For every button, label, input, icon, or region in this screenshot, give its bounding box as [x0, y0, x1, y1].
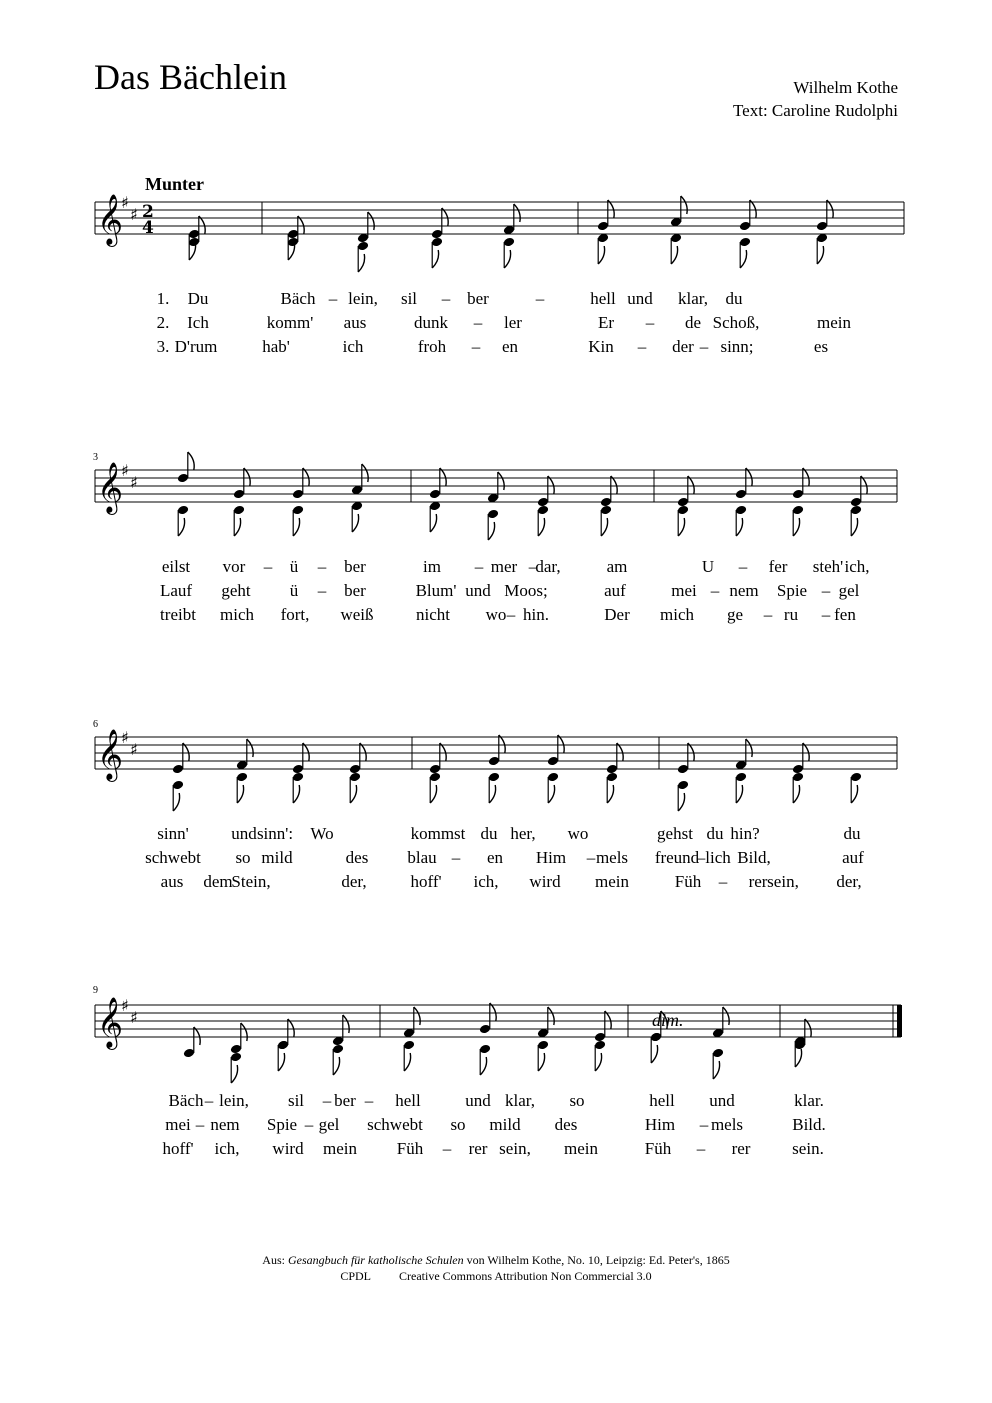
- note-flag: [440, 743, 446, 761]
- note-flag: [595, 1053, 601, 1071]
- lyric-syllable: mild: [489, 1115, 521, 1134]
- lyric-syllable: ich,: [214, 1139, 240, 1158]
- lyric-syllable: hell: [590, 289, 616, 308]
- lyric-syllable: sein,: [499, 1139, 531, 1158]
- sharp-f-icon: ♯: [121, 461, 129, 480]
- note-flag: [558, 735, 564, 753]
- hyphen: –: [451, 848, 461, 867]
- lyric-syllable: des: [345, 848, 369, 867]
- lyric-syllable: vor: [222, 557, 246, 576]
- lyric-syllable: ich,: [844, 557, 870, 576]
- note-flag: [298, 216, 304, 234]
- hyphen: –: [506, 605, 516, 624]
- note-flag: [827, 200, 833, 218]
- lyric-syllable: Du: [187, 289, 209, 308]
- lyric-syllable: Blum': [415, 581, 457, 600]
- lyric-syllable: und: [465, 1091, 491, 1110]
- hyphen: –: [710, 581, 720, 600]
- note-flag: [651, 1045, 657, 1063]
- lyric-syllable: her,: [510, 824, 536, 843]
- notes-system-2: [177, 452, 867, 540]
- hyphen: –: [645, 313, 655, 332]
- note-flag: [661, 1011, 667, 1029]
- notes-system-3: [172, 735, 862, 811]
- note-flag: [607, 785, 613, 803]
- lyric-syllable: sil: [400, 289, 418, 308]
- treble-clef-icon: 𝄞: [97, 729, 124, 780]
- note-flag: [548, 1007, 554, 1025]
- lyric-syllable: sinn': [157, 824, 189, 843]
- lyric-syllable: gehst: [657, 824, 693, 843]
- hyphen: –: [696, 1139, 706, 1158]
- lyric-syllable: sinn;: [720, 337, 754, 356]
- lyricist: Text: Caroline Rudolphi: [732, 101, 898, 120]
- lyric-syllable: aus: [343, 313, 367, 332]
- note-flag: [432, 250, 438, 268]
- note-flag: [736, 785, 742, 803]
- lyric-syllable: weiß: [340, 605, 374, 624]
- lyric-syllable: wird: [272, 1139, 304, 1158]
- footer-license: [0, 1269, 992, 1284]
- lyric-syllable: hell: [649, 1091, 675, 1110]
- note-flag: [490, 1003, 496, 1021]
- lyric-syllable: lein,: [219, 1091, 249, 1110]
- hyphen: –: [473, 313, 483, 332]
- page-title: Das Bächlein: [94, 57, 287, 97]
- hyphen: –: [441, 289, 451, 308]
- hyphen: –: [471, 337, 481, 356]
- lyric-syllable: ber: [467, 289, 489, 308]
- lyric-syllable: ru: [783, 605, 799, 624]
- lyric-syllable: ler: [504, 313, 522, 332]
- note-flag: [740, 250, 746, 268]
- lyric-syllable: rer: [468, 1139, 488, 1158]
- note-flag: [303, 743, 309, 761]
- notes-system-4: [183, 1003, 811, 1083]
- note-flag: [750, 200, 756, 218]
- note-flag: [231, 1065, 237, 1083]
- hyphen: –: [304, 1115, 314, 1134]
- lyric-syllable: dunk: [414, 313, 448, 332]
- note-flag: [178, 518, 184, 536]
- lyric-syllable: schwebt: [145, 848, 201, 867]
- note-flag: [736, 518, 742, 536]
- note-flag: [678, 793, 684, 811]
- hyphen: –: [821, 605, 831, 624]
- lyric-syllable: en: [486, 848, 504, 867]
- lyric-syllable: so: [569, 1091, 585, 1110]
- note-flag: [713, 1061, 719, 1079]
- lyric-syllable: Schoß,: [712, 313, 760, 332]
- lyric-syllable: Ich: [187, 313, 209, 332]
- lyric-syllable: du: [843, 824, 861, 843]
- lyric-syllable: mei: [671, 581, 697, 600]
- lyric-syllable: am: [606, 557, 628, 576]
- cpdl-label: CPDL: [340, 1269, 372, 1283]
- sharp-c-icon: ♯: [130, 1008, 138, 1027]
- lyric-syllable: der,: [341, 872, 367, 891]
- note-flag: [678, 518, 684, 536]
- lyric-syllable: froh: [417, 337, 447, 356]
- hyphen: –: [637, 337, 647, 356]
- sharp-f-icon: ♯: [121, 193, 129, 212]
- lyric-syllable: Füh: [396, 1139, 424, 1158]
- treble-clef-icon: 𝄞: [97, 462, 124, 513]
- treble-clef-icon: 𝄞: [97, 194, 124, 245]
- staff-system-3: [0, 725, 992, 805]
- lyric-syllable: geht: [221, 581, 251, 600]
- lyric-syllable: treibt: [160, 605, 196, 624]
- lyric-syllable: ü: [289, 581, 299, 600]
- hyphen: –: [317, 581, 327, 600]
- note-flag: [601, 518, 607, 536]
- note-flag: [183, 743, 189, 761]
- lyric-line-s4-v3: [0, 1139, 992, 1161]
- note-flag: [237, 785, 243, 803]
- lyric-syllable: es: [813, 337, 829, 356]
- staff-system-2: [0, 458, 992, 538]
- lyric-syllable: mein: [323, 1139, 357, 1158]
- lyric-syllable: hin.: [523, 605, 549, 624]
- note-flag: [278, 1053, 284, 1071]
- lyric-syllable: sinn':: [256, 824, 294, 843]
- lyric-syllable: nem: [729, 581, 759, 600]
- note-flag: [548, 785, 554, 803]
- note-flag: [805, 1019, 811, 1037]
- lyric-syllable: auf: [604, 581, 626, 600]
- lyric-line-s1-v2: [0, 313, 992, 335]
- lyric-syllable: Bild.: [792, 1115, 826, 1134]
- hyphen: –: [442, 1139, 452, 1158]
- note-flag: [430, 785, 436, 803]
- lyric-syllable: ber: [334, 1091, 356, 1110]
- lyric-syllable: du: [480, 824, 498, 843]
- note-flag: [442, 208, 448, 226]
- lyric-syllable: klar,: [505, 1091, 535, 1110]
- note-flag: [194, 1027, 200, 1045]
- hyphen: –: [322, 1091, 332, 1110]
- lyric-syllable: U: [701, 557, 715, 576]
- note-flag: [488, 522, 494, 540]
- lyric-syllable: hin?: [730, 824, 760, 843]
- lyric-syllable: en: [501, 337, 519, 356]
- lyric-line-s2-v1: [0, 557, 992, 579]
- lyric-syllable: nicht: [416, 605, 450, 624]
- note-flag: [514, 204, 520, 222]
- lyric-syllable: 3.: [156, 337, 170, 356]
- lyric-syllable: Stein,: [231, 872, 271, 891]
- note-flag: [538, 518, 544, 536]
- staff-system-1: [0, 190, 992, 270]
- lyric-syllable: hoff': [162, 1139, 194, 1158]
- note-flag: [489, 785, 495, 803]
- lyric-syllable: sil: [287, 1091, 305, 1110]
- lyric-syllable: ü: [289, 557, 299, 576]
- note-flag: [247, 739, 253, 757]
- lyric-syllable: klar.: [794, 1091, 824, 1110]
- lyric-syllable: Him: [644, 1115, 676, 1134]
- lyric-syllable: des: [554, 1115, 578, 1134]
- hyphen: –: [204, 1091, 214, 1110]
- lyric-syllable: wo: [567, 824, 589, 843]
- lyric-syllable: ich,: [473, 872, 499, 891]
- lyric-syllable: Kin: [588, 337, 614, 356]
- note-flag: [234, 518, 240, 536]
- lyric-syllable: Bäch: [280, 289, 316, 308]
- lyric-syllable: Moos;: [504, 581, 548, 600]
- note-flag: [333, 1057, 339, 1075]
- measure-number-9: 9: [93, 985, 98, 996]
- hyphen: –: [364, 1091, 374, 1110]
- lyric-syllable: lich: [705, 848, 731, 867]
- note-flag: [851, 785, 857, 803]
- source-rest: von Wilhelm Kothe, No. 10, Leipzig: Ed. Peter's, 1865: [466, 1253, 730, 1267]
- lyric-syllable: mels: [595, 848, 629, 867]
- lyric-syllable: mein: [595, 872, 629, 891]
- note-flag: [404, 1053, 410, 1071]
- measure-number-6: 6: [93, 719, 98, 730]
- note-flag: [350, 785, 356, 803]
- note-flag: [358, 254, 364, 272]
- lyric-syllable: ge: [726, 605, 744, 624]
- lyric-syllable: hell: [395, 1091, 421, 1110]
- measure-number-3: 3: [93, 452, 98, 463]
- lyric-syllable: hab': [262, 337, 290, 356]
- lyric-syllable: sein,: [767, 872, 799, 891]
- lyric-syllable: lein,: [348, 289, 378, 308]
- lyric-line-s2-v2: [0, 581, 992, 603]
- lyric-syllable: aus: [160, 872, 184, 891]
- lyric-syllable: Füh: [644, 1139, 672, 1158]
- note-flag: [746, 468, 752, 486]
- lyric-line-s3-v1: [0, 824, 992, 846]
- sharp-c-icon: ♯: [130, 740, 138, 759]
- time-sig-denominator: 4: [142, 218, 154, 238]
- note-flag: [803, 743, 809, 761]
- hyphen: –: [586, 848, 596, 867]
- footer-source: [0, 1253, 992, 1268]
- lyric-line-s1-v3: [0, 337, 992, 359]
- sharp-f-icon: ♯: [121, 728, 129, 747]
- lyric-syllable: der,: [836, 872, 862, 891]
- lyric-syllable: und: [627, 289, 653, 308]
- lyric-syllable: ber: [344, 581, 366, 600]
- lyric-syllable: mels: [710, 1115, 744, 1134]
- lyric-line-s1-v1: [0, 289, 992, 311]
- sharp-c-icon: ♯: [130, 473, 138, 492]
- hyphen: –: [317, 557, 327, 576]
- hyphen: –: [699, 337, 709, 356]
- lyric-syllable: freund: [654, 848, 700, 867]
- lyric-syllable: der: [672, 337, 694, 356]
- time-sig-numerator: 2: [142, 202, 154, 222]
- lyric-syllable: mei: [165, 1115, 191, 1134]
- note-flag: [440, 468, 446, 486]
- lyric-syllable: fort,: [280, 605, 310, 624]
- hyphen: –: [474, 557, 484, 576]
- note-flag: [605, 1011, 611, 1029]
- lyric-syllable: Spie: [776, 581, 808, 600]
- note-flag: [681, 196, 687, 214]
- lyric-syllable: de: [684, 313, 702, 332]
- tempo-marking: Munter: [145, 174, 204, 194]
- note-flag: [414, 1007, 420, 1025]
- hyphen: –: [821, 581, 831, 600]
- note-flag: [288, 1019, 294, 1037]
- note-flag: [430, 514, 436, 532]
- lyric-syllable: dar,: [535, 557, 561, 576]
- lyric-syllable: hoff': [410, 872, 442, 891]
- lyric-syllable: mein: [817, 313, 851, 332]
- lyric-syllable: und: [465, 581, 491, 600]
- lyric-syllable: rer: [748, 872, 768, 891]
- lyric-syllable: Bäch: [168, 1091, 204, 1110]
- hyphen: –: [535, 289, 545, 308]
- note-flag: [303, 468, 309, 486]
- lyric-syllable: nem: [210, 1115, 240, 1134]
- lyric-line-s2-v3: [0, 605, 992, 627]
- lyric-syllable: Wo: [310, 824, 334, 843]
- note-flag: [343, 1015, 349, 1033]
- lyric-syllable: du: [725, 289, 743, 308]
- composer: Wilhelm Kothe: [793, 78, 898, 97]
- note-flag: [817, 246, 823, 264]
- lyric-syllable: mild: [261, 848, 293, 867]
- lyric-syllable: Lauf: [159, 581, 193, 600]
- license-text: Creative Commons Attribution Non Commercial 3.0: [399, 1269, 652, 1283]
- note-flag: [861, 476, 867, 494]
- lyric-syllable: komm': [266, 313, 314, 332]
- hyphen: –: [699, 1115, 709, 1134]
- note-flag: [199, 216, 205, 234]
- lyric-syllable: Spie: [266, 1115, 298, 1134]
- note-flag: [723, 1007, 729, 1025]
- lyric-syllable: Him: [535, 848, 567, 867]
- lyric-syllable: ber: [344, 557, 366, 576]
- note-flag: [803, 468, 809, 486]
- lyric-line-s3-v2: [0, 848, 992, 870]
- note-flag: [793, 785, 799, 803]
- lyric-syllable: Füh: [674, 872, 702, 891]
- note-flag: [793, 518, 799, 536]
- note-flag: [480, 1057, 486, 1075]
- lyric-syllable: sein.: [792, 1139, 824, 1158]
- hyphen: –: [738, 557, 748, 576]
- lyric-syllable: Bild,: [737, 848, 771, 867]
- lyric-syllable: wo: [485, 605, 507, 624]
- lyric-syllable: auf: [842, 848, 864, 867]
- note-flag: [293, 518, 299, 536]
- note-flag: [293, 785, 299, 803]
- sharp-c-icon: ♯: [130, 205, 138, 224]
- note-flag: [746, 739, 752, 757]
- note-flag: [598, 246, 604, 264]
- lyric-syllable: mein: [564, 1139, 598, 1158]
- lyric-line-s4-v1: [0, 1091, 992, 1113]
- hyphen: –: [696, 848, 706, 867]
- lyric-syllable: 1.: [156, 289, 170, 308]
- lyric-syllable: dem: [203, 872, 233, 891]
- lyric-syllable: kommst: [410, 824, 466, 843]
- note-flag: [851, 518, 857, 536]
- lyric-syllable: D'rum: [174, 337, 218, 356]
- lyric-syllable: eilst: [161, 557, 191, 576]
- hyphen: –: [718, 872, 728, 891]
- note-flag: [498, 472, 504, 490]
- lyric-syllable: ich: [342, 337, 364, 356]
- note-flag: [548, 476, 554, 494]
- lyric-syllable: fen: [834, 605, 856, 624]
- lyric-syllable: so: [450, 1115, 466, 1134]
- source-prefix: Aus:: [262, 1253, 285, 1267]
- lyric-syllable: du: [706, 824, 724, 843]
- note-flag: [795, 1049, 801, 1067]
- lyric-syllable: fer: [768, 557, 788, 576]
- lyric-syllable: rer: [731, 1139, 751, 1158]
- note-flag: [688, 743, 694, 761]
- lyric-syllable: wird: [529, 872, 561, 891]
- note-flag: [362, 464, 368, 482]
- hyphen: –: [528, 557, 538, 576]
- staff-system-4: [0, 993, 992, 1073]
- note-flag: [617, 743, 623, 761]
- lyric-syllable: klar,: [678, 289, 708, 308]
- lyric-syllable: mich: [220, 605, 254, 624]
- lyric-syllable: und: [709, 1091, 735, 1110]
- note-flag: [688, 476, 694, 494]
- note-flag: [671, 246, 677, 264]
- note-flag: [499, 735, 505, 753]
- note-flag: [608, 200, 614, 218]
- note-flag: [244, 468, 250, 486]
- hyphen: –: [195, 1115, 205, 1134]
- lyric-syllable: Der: [604, 605, 630, 624]
- hyphen: –: [328, 289, 338, 308]
- hyphen: –: [763, 605, 773, 624]
- lyric-syllable: blau: [407, 848, 437, 867]
- lyric-syllable: gel: [838, 581, 860, 600]
- lyric-line-s3-v3: [0, 872, 992, 894]
- lyric-syllable: so: [235, 848, 251, 867]
- note-flag: [360, 743, 366, 761]
- note-flag: [504, 250, 510, 268]
- note-flag: [368, 212, 374, 230]
- lyric-syllable: und: [231, 824, 257, 843]
- note-flag: [173, 793, 179, 811]
- dynamic-marking: dim.: [652, 1010, 684, 1030]
- note-flag: [241, 1023, 247, 1041]
- sharp-f-icon: ♯: [121, 996, 129, 1015]
- lyric-syllable: 2.: [156, 313, 170, 332]
- lyric-syllable: mer: [490, 557, 518, 576]
- lyric-syllable: gel: [318, 1115, 340, 1134]
- lyric-syllable: mich: [660, 605, 694, 624]
- note-flag: [188, 452, 194, 470]
- lyric-syllable: steh': [812, 557, 844, 576]
- note-flag: [352, 514, 358, 532]
- treble-clef-icon: 𝄞: [97, 997, 124, 1048]
- lyric-syllable: schwebt: [367, 1115, 423, 1134]
- hyphen: –: [263, 557, 273, 576]
- final-barline-icon: [897, 1005, 902, 1037]
- note-flag: [538, 1053, 544, 1071]
- note-flag: [611, 476, 617, 494]
- lyric-syllable: Er: [597, 313, 615, 332]
- source-title: Gesangbuch für katholische Schulen: [287, 1253, 464, 1267]
- lyric-line-s4-v2: [0, 1115, 992, 1137]
- lyric-syllable: im: [423, 557, 441, 576]
